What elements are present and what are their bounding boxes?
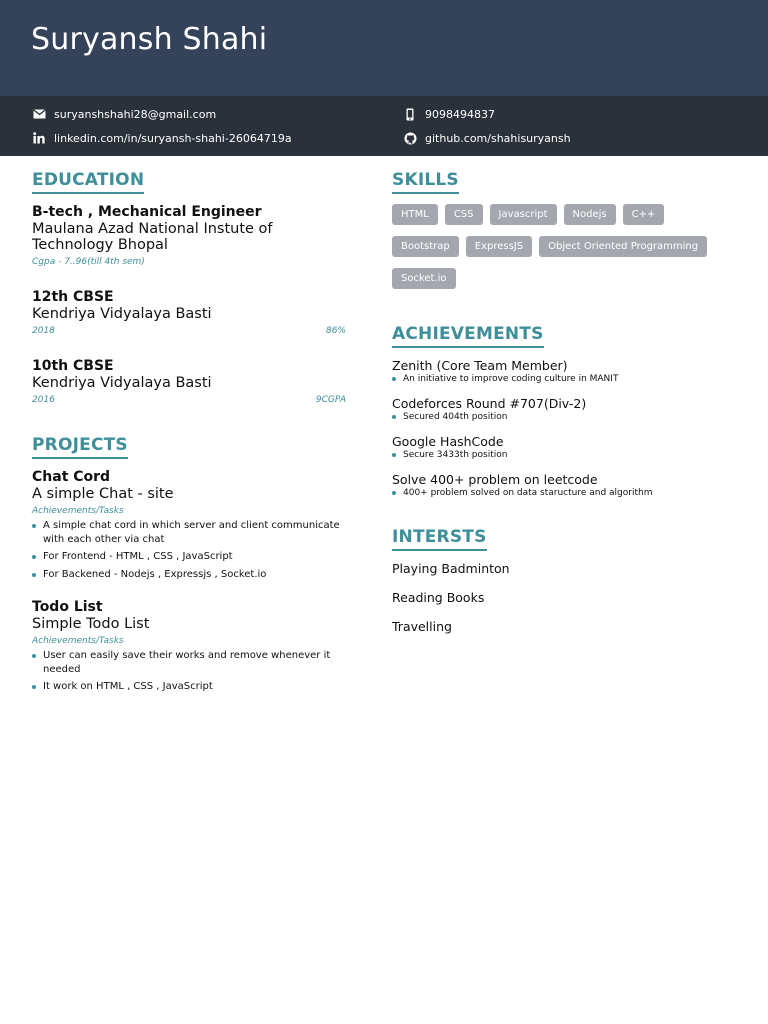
candidate-name: Suryansh Shahi <box>31 22 268 57</box>
interest-item: Travelling <box>392 619 452 634</box>
phone-icon <box>403 107 417 121</box>
project-item <box>32 599 346 694</box>
education-item <box>32 289 346 336</box>
projects-heading: PROJECTS <box>32 435 128 459</box>
education-date: 2016 <box>32 395 55 405</box>
skill-tag: CSS <box>445 204 483 225</box>
achievement-detail: An initiative to improve coding culture in MANIT <box>392 373 733 385</box>
achievement-item <box>392 434 737 461</box>
interest-item: Playing Badminton <box>392 561 510 576</box>
project-task: For Backened - Nodejs , Expressjs , Socket.io <box>32 568 343 582</box>
education-item <box>32 204 346 267</box>
skills-list <box>392 204 737 300</box>
education-institution: Kendriya Vidyalaya Basti <box>32 375 212 391</box>
achievement-item <box>392 396 737 423</box>
contact-bar <box>0 96 768 156</box>
achievement-detail: 400+ problem solved on data staructure and algorithm <box>392 487 733 499</box>
education-institution: Maulana Azad National Instute of Technology Bhopal <box>32 221 273 253</box>
skill-tag: Socket.io <box>392 268 456 289</box>
achievement-title: Solve 400+ problem on leetcode <box>392 472 598 487</box>
tasks-label: Achievements/Tasks <box>32 636 124 646</box>
education-item <box>32 358 346 405</box>
project-task: For Frontend - HTML , CSS , JavaScript <box>32 550 343 564</box>
contact-linkedin[interactable] <box>32 131 292 145</box>
education-degree: 10th CBSE <box>32 358 114 374</box>
interests-heading: INTERSTS <box>392 527 487 551</box>
left-column <box>32 170 346 712</box>
skill-tag: Javascript <box>490 204 557 225</box>
education-score: 9CGPA <box>315 395 346 405</box>
skill-tag: Object Oriented Programming <box>539 236 707 257</box>
achievement-item <box>392 358 737 385</box>
project-task-list <box>32 519 346 581</box>
github-icon <box>403 131 417 145</box>
skill-tag: Bootstrap <box>392 236 459 257</box>
project-name: Todo List <box>32 599 103 615</box>
linkedin-text: linkedin.com/in/suryansh-shahi-26064719a <box>54 131 292 145</box>
skill-tag: C++ <box>623 204 665 225</box>
resume-header <box>0 0 768 96</box>
education-degree: B-tech , Mechanical Engineer <box>32 204 262 220</box>
project-task: User can easily save their works and remove whenever it needed <box>32 649 343 676</box>
education-institution: Kendriya Vidyalaya Basti <box>32 306 212 322</box>
achievement-item <box>392 472 737 499</box>
email-text: suryanshshahi28@gmail.com <box>54 107 217 121</box>
right-column <box>392 170 737 648</box>
contact-email[interactable] <box>32 107 216 121</box>
phone-text: 9098494837 <box>425 107 495 121</box>
envelope-icon <box>32 107 46 121</box>
project-description: A simple Chat - site <box>32 486 174 502</box>
education-score: 86% <box>325 326 346 336</box>
tasks-label: Achievements/Tasks <box>32 506 124 516</box>
education-heading: EDUCATION <box>32 170 144 194</box>
skill-tag: ExpressJS <box>466 236 532 257</box>
linkedin-icon <box>32 131 46 145</box>
contact-phone[interactable] <box>403 107 495 121</box>
achievement-title: Zenith (Core Team Member) <box>392 358 568 373</box>
interest-item: Reading Books <box>392 590 485 605</box>
project-name: Chat Cord <box>32 469 111 485</box>
achievement-detail: Secured 404th position <box>392 411 733 423</box>
skill-tag: Nodejs <box>564 204 616 225</box>
education-degree: 12th CBSE <box>32 289 114 305</box>
project-task: A simple chat cord in which server and client communicate with each other via chat <box>32 519 343 546</box>
achievement-title: Google HashCode <box>392 434 504 449</box>
achievements-heading: ACHIEVEMENTS <box>392 324 544 348</box>
achievement-title: Codeforces Round #707(Div-2) <box>392 396 587 411</box>
github-text: github.com/shahisuryansh <box>425 131 571 145</box>
education-date: 2018 <box>32 326 55 336</box>
education-date: Cgpa - 7..96(till 4th sem) <box>32 257 145 267</box>
project-item <box>32 469 346 581</box>
skill-tag: HTML <box>392 204 438 225</box>
skills-heading: SKILLS <box>392 170 459 194</box>
project-task-list <box>32 649 346 694</box>
contact-github[interactable] <box>403 131 571 145</box>
project-description: Simple Todo List <box>32 616 150 632</box>
project-task: It work on HTML , CSS , JavaScript <box>32 680 343 694</box>
achievement-detail: Secure 3433th position <box>392 449 733 461</box>
